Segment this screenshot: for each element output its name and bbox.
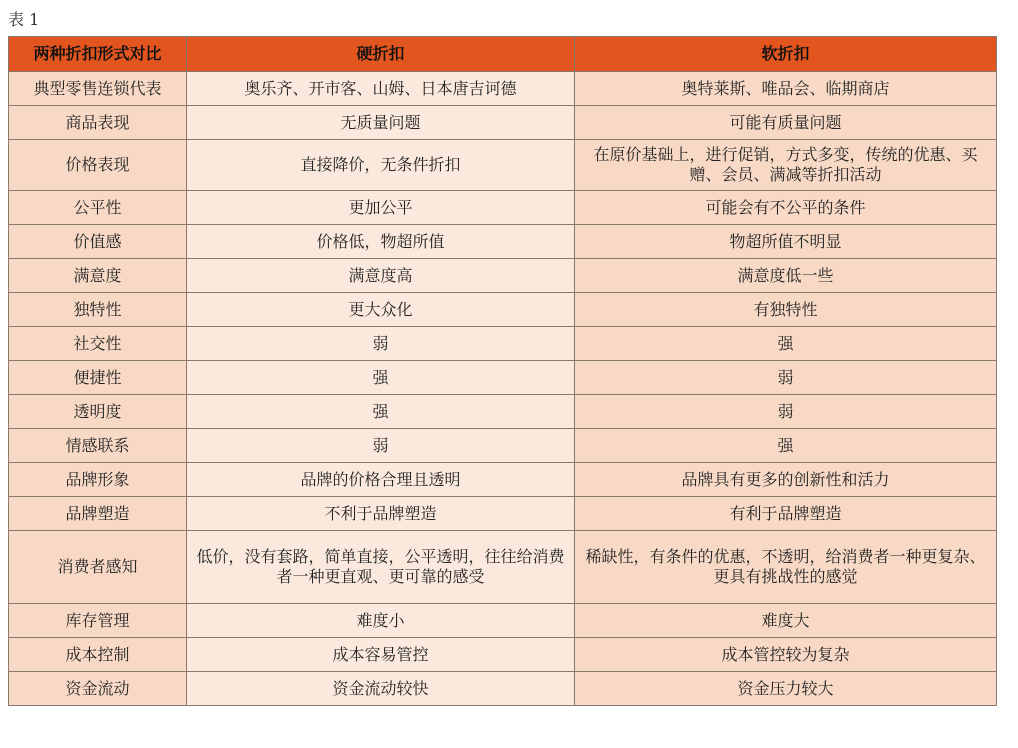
soft-discount-cell: 有独特性 [575,293,997,327]
table-row [9,672,997,706]
soft-discount-cell: 弱 [575,395,997,429]
soft-discount-cell: 强 [575,429,997,463]
soft-discount-cell: 在原价基础上，进行促销，方式多变，传统的优惠、买赠、会员、满减等折扣活动 [575,140,997,191]
table-caption: 表 1 [8,10,40,29]
hard-discount-cell: 资金流动较快 [187,672,575,706]
hard-discount-cell: 弱 [187,327,575,361]
hard-discount-cell: 低价，没有套路，简单直接，公平透明，往往给消费者一种更直观、更可靠的感受 [187,531,575,604]
hard-discount-cell: 品牌的价格合理且透明 [187,463,575,497]
row-label-cell: 透明度 [9,395,187,429]
table-row [9,604,997,638]
column-header-hard-discount: 硬折扣 [187,37,575,72]
row-label-cell: 满意度 [9,259,187,293]
table-row [9,531,997,604]
row-label-cell: 公平性 [9,191,187,225]
row-label-cell: 价值感 [9,225,187,259]
soft-discount-cell: 难度大 [575,604,997,638]
table-row [9,140,997,191]
soft-discount-cell: 稀缺性，有条件的优惠，不透明，给消费者一种更复杂、更具有挑战性的感觉 [575,531,997,604]
soft-discount-cell: 满意度低一些 [575,259,997,293]
row-label-cell: 资金流动 [9,672,187,706]
row-label-cell: 社交性 [9,327,187,361]
hard-discount-cell: 价格低，物超所值 [187,225,575,259]
soft-discount-cell: 资金压力较大 [575,672,997,706]
table-row [9,225,997,259]
table-row [9,72,997,106]
hard-discount-cell: 奥乐齐、开市客、山姆、日本唐吉诃德 [187,72,575,106]
comparison-table [8,36,997,706]
table-row [9,463,997,497]
table-row [9,429,997,463]
column-header-soft-discount: 软折扣 [575,37,997,72]
table-row [9,638,997,672]
soft-discount-cell: 强 [575,327,997,361]
row-label-cell: 便捷性 [9,361,187,395]
table-row [9,327,997,361]
table-header-row [9,37,997,72]
soft-discount-cell: 弱 [575,361,997,395]
table-row [9,259,997,293]
hard-discount-cell: 成本容易管控 [187,638,575,672]
soft-discount-cell: 品牌具有更多的创新性和活力 [575,463,997,497]
hard-discount-cell: 直接降价，无条件折扣 [187,140,575,191]
row-label-cell: 消费者感知 [9,531,187,604]
table-row [9,361,997,395]
soft-discount-cell: 可能有质量问题 [575,106,997,140]
soft-discount-cell: 成本管控较为复杂 [575,638,997,672]
soft-discount-cell: 奥特莱斯、唯品会、临期商店 [575,72,997,106]
table-row [9,191,997,225]
table-row [9,106,997,140]
row-label-cell: 价格表现 [9,140,187,191]
soft-discount-cell: 可能会有不公平的条件 [575,191,997,225]
table-row [9,497,997,531]
hard-discount-cell: 更大众化 [187,293,575,327]
table-row [9,293,997,327]
row-label-cell: 品牌塑造 [9,497,187,531]
hard-discount-cell: 强 [187,395,575,429]
hard-discount-cell: 不利于品牌塑造 [187,497,575,531]
row-label-cell: 独特性 [9,293,187,327]
hard-discount-cell: 更加公平 [187,191,575,225]
soft-discount-cell: 物超所值不明显 [575,225,997,259]
hard-discount-cell: 强 [187,361,575,395]
row-label-cell: 库存管理 [9,604,187,638]
row-label-cell: 情感联系 [9,429,187,463]
row-label-cell: 典型零售连锁代表 [9,72,187,106]
row-label-cell: 成本控制 [9,638,187,672]
row-label-cell: 商品表现 [9,106,187,140]
column-header-aspect: 两种折扣形式对比 [9,37,187,72]
hard-discount-cell: 弱 [187,429,575,463]
table-row [9,395,997,429]
hard-discount-cell: 难度小 [187,604,575,638]
hard-discount-cell: 无质量问题 [187,106,575,140]
row-label-cell: 品牌形象 [9,463,187,497]
hard-discount-cell: 满意度高 [187,259,575,293]
soft-discount-cell: 有利于品牌塑造 [575,497,997,531]
